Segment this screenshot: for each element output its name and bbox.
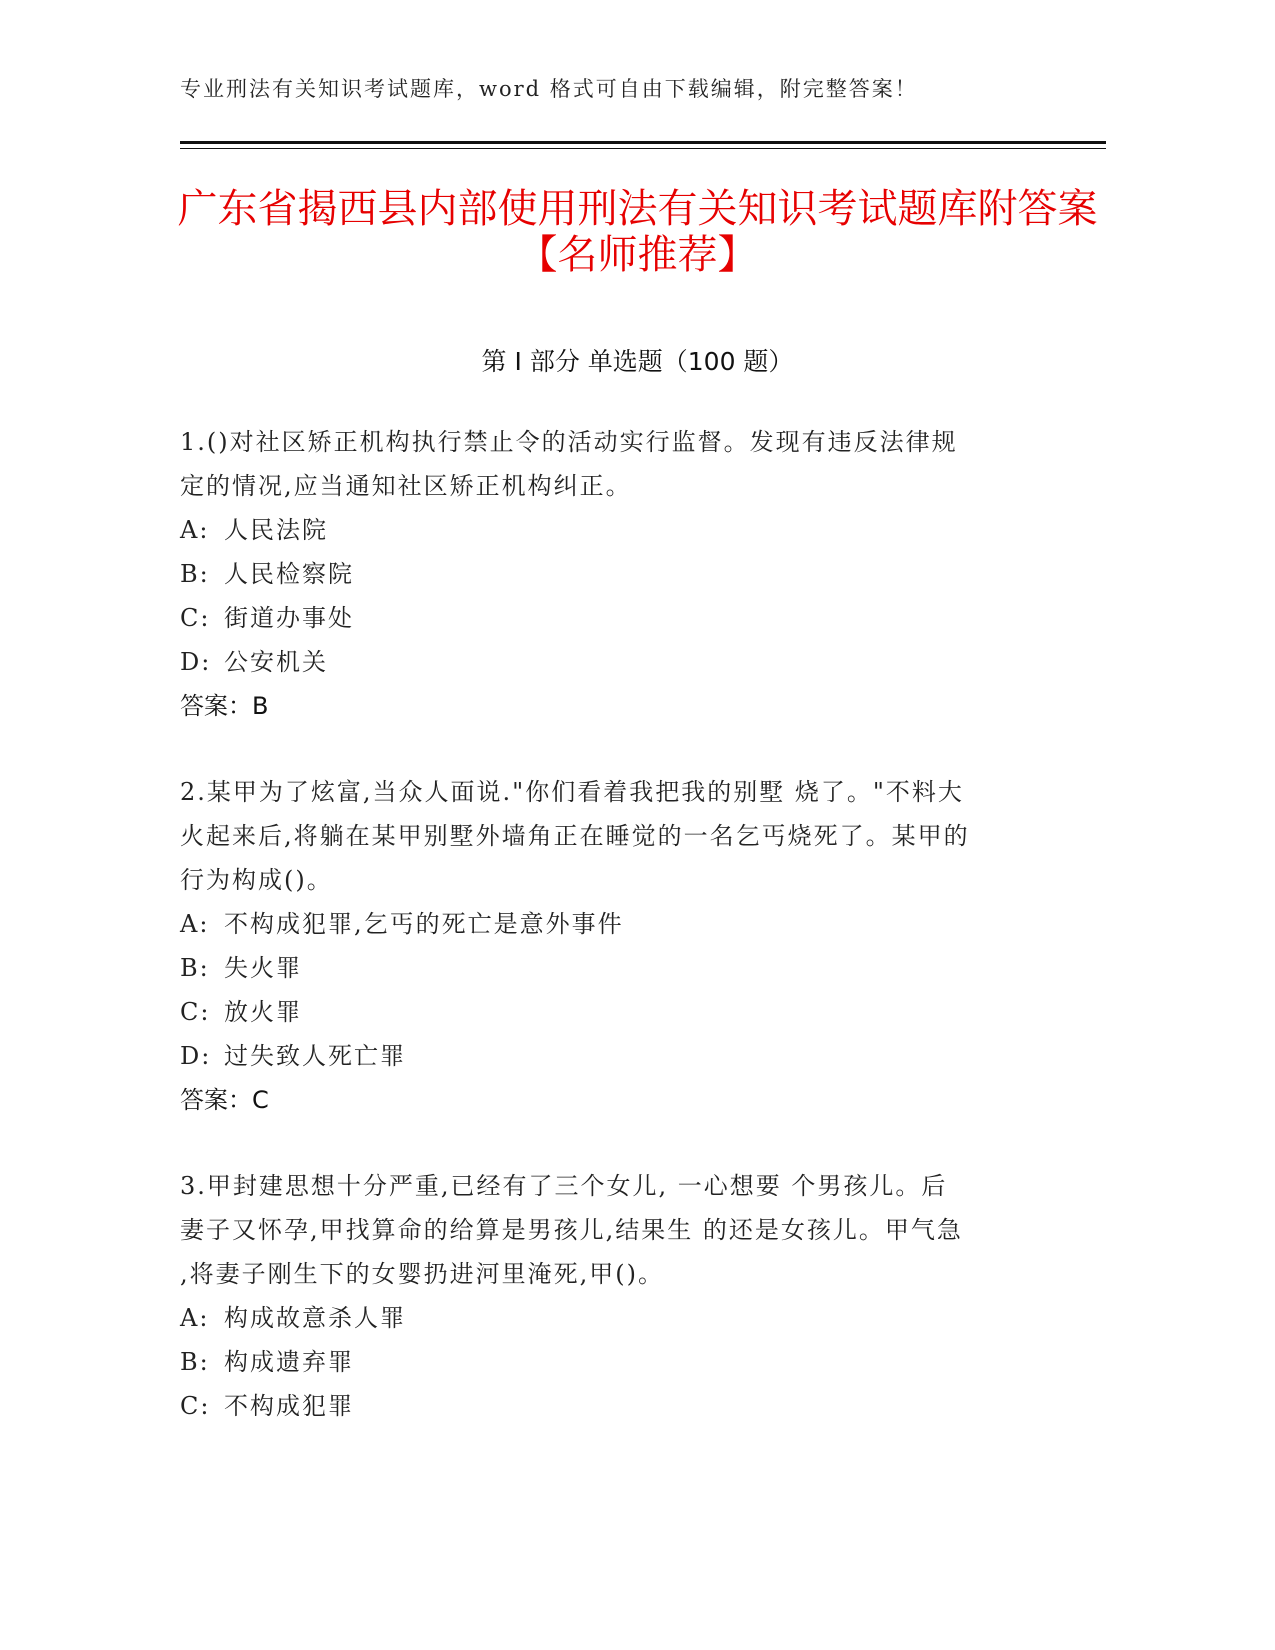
question-stem-line: 定的情况,应当通知社区矫正机构纠正。 xyxy=(180,472,632,500)
option-letter: A: xyxy=(180,1304,210,1332)
option-text: 公安机关 xyxy=(224,648,328,676)
option-b xyxy=(180,1340,1040,1384)
option-letter: C: xyxy=(180,604,211,632)
answer-line: 答案：C xyxy=(180,1086,269,1114)
option-letter: B: xyxy=(180,954,210,982)
option-letter: B: xyxy=(180,560,210,588)
header-rule-thin xyxy=(180,148,1106,149)
document-title: 广东省揭西县内部使用刑法有关知识考试题库附答案【名师推荐】 xyxy=(177,186,1098,278)
question-1 xyxy=(180,420,1040,728)
option-text: 放火罪 xyxy=(224,998,302,1026)
option-a xyxy=(180,902,1040,946)
header-rule-thick xyxy=(180,141,1106,144)
option-text: 街道办事处 xyxy=(224,604,354,632)
question-list xyxy=(180,420,1040,1470)
option-text: 构成遗弃罪 xyxy=(224,1348,354,1376)
option-text: 过失致人死亡罪 xyxy=(224,1042,406,1070)
question-stem-line: 2.某甲为了炫富,当众人面说."你们看着我把我的别墅 烧了。"不料大 xyxy=(180,778,964,806)
option-d xyxy=(180,640,1040,684)
option-letter: A: xyxy=(180,516,210,544)
option-c xyxy=(180,596,1040,640)
question-2 xyxy=(180,770,1040,1122)
question-stem-line: ,将妻子刚生下的女婴扔进河里淹死,甲()。 xyxy=(180,1260,664,1288)
option-text: 人民检察院 xyxy=(224,560,354,588)
answer-line: 答案：B xyxy=(180,692,269,720)
question-stem-line: 3.甲封建思想十分严重,已经有了三个女儿, 一心想要 个男孩儿。后 xyxy=(180,1172,948,1200)
question-3 xyxy=(180,1164,1040,1428)
option-letter: A: xyxy=(180,910,210,938)
option-a xyxy=(180,508,1040,552)
option-letter: C: xyxy=(180,998,211,1026)
option-d xyxy=(180,1034,1040,1078)
option-text: 不构成犯罪 xyxy=(224,1392,354,1420)
option-letter: D: xyxy=(180,648,212,676)
option-text: 人民法院 xyxy=(224,516,328,544)
option-b xyxy=(180,946,1040,990)
option-text: 失火罪 xyxy=(224,954,302,982)
option-letter: B: xyxy=(180,1348,210,1376)
option-letter: D: xyxy=(180,1042,212,1070)
question-stem-line: 行为构成()。 xyxy=(180,866,333,894)
option-text: 不构成犯罪,乞丐的死亡是意外事件 xyxy=(224,910,624,938)
option-letter: C: xyxy=(180,1392,211,1420)
option-a xyxy=(180,1296,1040,1340)
header-note: 专业刑法有关知识考试题库，word 格式可自由下载编辑，附完整答案！ xyxy=(180,77,918,101)
option-b xyxy=(180,552,1040,596)
option-c xyxy=(180,990,1040,1034)
section-heading: 第 I 部分 单选题（100 题） xyxy=(481,347,794,376)
question-stem-line: 妻子又怀孕,甲找算命的给算是男孩儿,结果生 的还是女孩儿。甲气急 xyxy=(180,1216,963,1244)
option-text: 构成故意杀人罪 xyxy=(224,1304,406,1332)
option-c xyxy=(180,1384,1040,1428)
question-stem-line: 火起来后,将躺在某甲别墅外墙角正在睡觉的一名乞丐烧死了。某甲的 xyxy=(180,822,970,850)
question-stem-line: 1.()对社区矫正机构执行禁止令的活动实行监督。发现有违反法律规 xyxy=(180,428,958,456)
